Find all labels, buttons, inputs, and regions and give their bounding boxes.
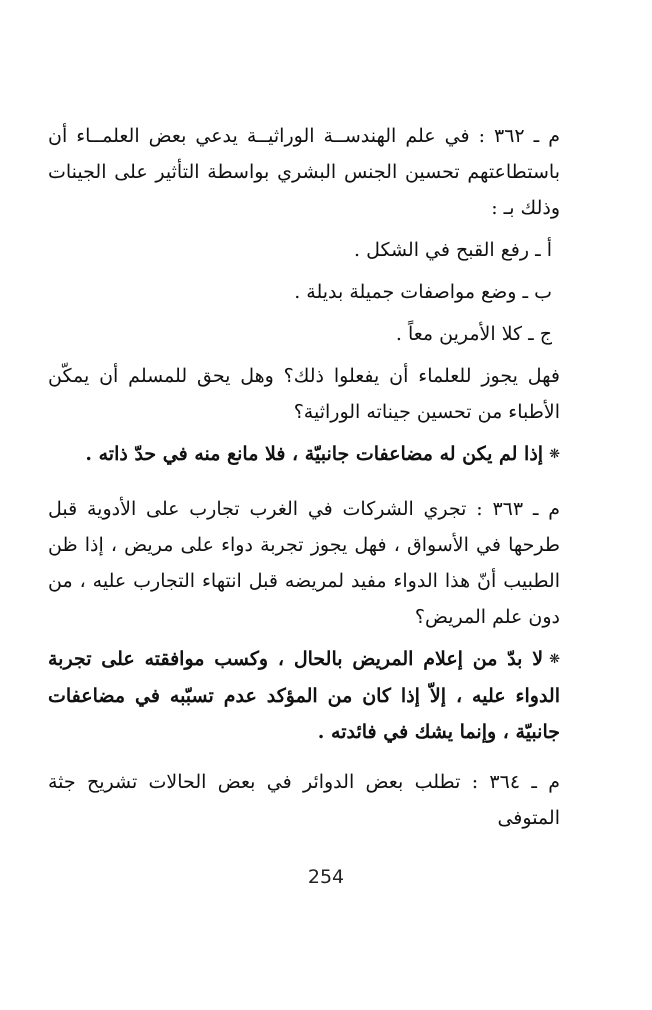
question-text: تجري الشركات في الغرب تجارب على الأدوية قبل طرحها في الأسواق ، فهل يجوز تجربة دواء على مريض ، إذا ظن الطبيب أنّ هذا الدواء مفيد لمريضه قبل انتهاء التجارب عليه ، من دون علم المريض؟	[48, 498, 560, 628]
question-followup: فهل يجوز للعلماء أن يفعلوا ذلك؟ وهل يحق للمسلم أن يمكّن الأطباء من تحسين جيناته الوراثية؟	[48, 365, 560, 423]
answer-text: لا بدّ من إعلام المريض بالحال ، وكسب موافقته على تجربة الدواء عليه ، إلاّ إذا كان من المؤكد عدم تسبّبه في مضاعفات جانبيّة ، وإنما يشك في فائدته .	[48, 648, 560, 743]
answer-362	[48, 436, 560, 473]
question-label: م ـ ٣٦٢ :	[478, 125, 560, 147]
question-363	[48, 491, 560, 635]
answer-text: إذا لم يكن له مضاعفات جانبيّة ، فلا مانع منه في حدّ ذاته .	[85, 443, 544, 465]
option-c: ج ـ كلا الأمرين معاً .	[395, 323, 552, 345]
question-text: تطلب بعض الدوائر في بعض الحالات تشريح جثة المتوفى	[48, 771, 560, 829]
question-label: م ـ ٣٦٤ :	[471, 771, 560, 793]
page-number: 254	[307, 866, 345, 888]
question-364	[48, 764, 560, 836]
question-text: في علم الهندســة الوراثيــة يدعي بعض العلمــاء أن باستطاعتهم تحسين الجنس البشري بواسطة التأثير على الجينات وذلك بـ :	[48, 125, 560, 219]
question-362	[48, 118, 560, 226]
answer-363	[48, 641, 560, 750]
page-body	[48, 118, 560, 836]
option-a: أ ـ رفع القبح في الشكل .	[354, 239, 552, 261]
option-b: ب ـ وضع مواصفات جميلة بديلة .	[294, 281, 552, 303]
answer-marker-icon: ❋	[549, 652, 560, 667]
question-label: م ـ ٣٦٣ :	[476, 498, 560, 520]
answer-marker-icon: ❋	[549, 447, 560, 462]
